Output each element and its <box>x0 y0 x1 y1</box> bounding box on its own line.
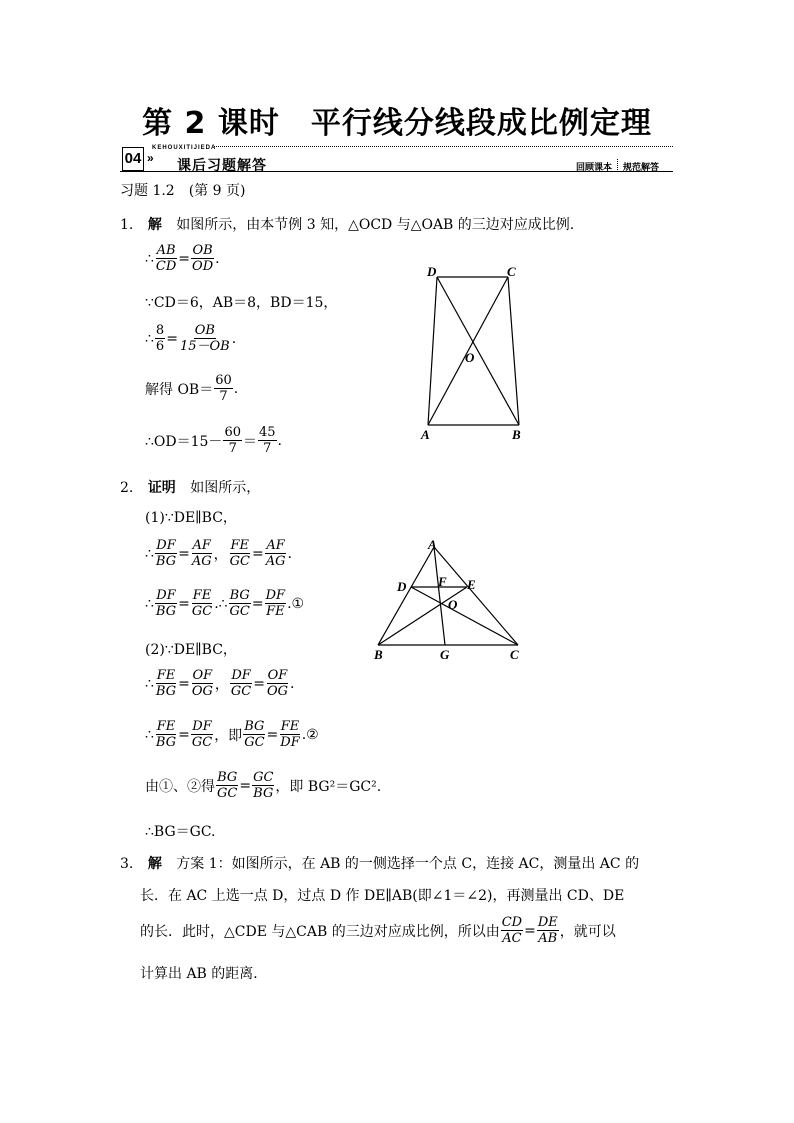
p1-eq2: ∴ $\frac{8}{6}$ = $\frac{OB}{15-OB}$ . <box>145 323 237 354</box>
p2-step1: (1)∵DE∥BC， <box>145 510 237 526</box>
label-A: A <box>428 537 437 552</box>
header-divider <box>617 159 618 170</box>
p2-eq4: ∴ $\frac{FE}{BG}$ = $\frac{DF}{GC}$ ，即 $\frac{BG}{GC}$ = $\frac{FE}{DF}$ .② <box>145 719 319 750</box>
p3-keyword: 解 <box>147 856 162 872</box>
p1-number: 1. <box>120 217 134 233</box>
p2-step2: (2)∵DE∥BC， <box>145 642 237 658</box>
p1-intro: 如图所示，由本节例 3 知，△OCD 与△OAB 的三边对应成比例. <box>176 217 575 233</box>
chevron-icon: » <box>147 151 154 165</box>
exercise-label: 习题 1.2 (第 9 页) <box>120 183 246 199</box>
seg-BE <box>378 587 467 645</box>
p3-number: 3. <box>120 856 134 872</box>
p1-solve: 解得 OB＝ $\frac{60}{7}$ . <box>145 373 239 404</box>
label-D: D <box>397 579 407 594</box>
header-right-right: 规范解答 <box>623 163 660 173</box>
p2-eq1: ∴ $\frac{DF}{BG}$ = $\frac{AF}{AG}$ ， $\frac{FE}{GC}$ = $\frac{AF}{AG}$ . <box>145 538 292 569</box>
label-B: B <box>512 427 521 442</box>
label-G: G <box>440 647 450 662</box>
seg-DB <box>437 277 519 425</box>
p1-eq1: ∴ $\frac{AB}{CD}$ = $\frac{OB}{OD}$ . <box>145 243 220 274</box>
header-rule <box>120 171 673 172</box>
seg-DA <box>428 277 437 425</box>
p2-number: 2. <box>120 480 134 496</box>
label-F: F <box>438 574 447 589</box>
header-dotted-rule <box>214 146 673 147</box>
p3-text1: 方案 1：如图所示，在 AB 的一侧选择一个点 C，连接 AC，测量出 AC 的 <box>176 856 640 872</box>
p2-eq2: ∴ $\frac{DF}{BG}$ = $\frac{FE}{GC}$ .∴ $\frac{BG}{GC}$ = $\frac{DF}{FE}$ .① <box>145 588 305 619</box>
p2-combine: 由①、②得 $\frac{BG}{GC}$ = $\frac{GC}{BG}$ ，即 BG²＝GC². <box>145 770 382 801</box>
p2-intro: 如图所示， <box>190 480 261 496</box>
label-A: A <box>421 427 430 442</box>
p3-line1 <box>120 853 639 873</box>
trapezoid-figure <box>415 260 535 445</box>
page-title: 第 2 课时 平行线分线段成比例定理 <box>142 106 652 141</box>
label-B: B <box>374 647 383 662</box>
header-right-left: 回顾课本 <box>576 163 613 173</box>
p2-line <box>120 477 260 497</box>
seg-AC <box>434 547 518 645</box>
p2-keyword: 证明 <box>147 480 176 496</box>
section-pinyin: KEHOUXITIJIEDA <box>152 145 217 151</box>
label-C: C <box>510 647 519 662</box>
label-O: O <box>465 350 475 365</box>
label-C: C <box>507 264 516 279</box>
p2-conclusion: ∴BG＝GC. <box>145 824 216 840</box>
section-title: 课后习题解答 <box>177 158 267 174</box>
label-O: O <box>448 597 458 612</box>
triangle-figure <box>368 535 528 665</box>
p1-line <box>120 214 574 234</box>
label-E: E <box>467 577 476 592</box>
p3-text2: 长．在 AC 上选一点 D，过点 D 作 DE∥AB(即∠1＝∠2)，再测量出 CD、DE <box>140 888 625 904</box>
section-number-badge: 04 <box>122 147 144 171</box>
p1-given: ∵CD＝6，AB＝8，BD＝15， <box>145 295 338 311</box>
p2-eq3: ∴ $\frac{FE}{BG}$ = $\frac{OF}{OG}$ ， $\frac{DF}{GC}$ = $\frac{OF}{OG}$ . <box>145 668 295 699</box>
p1-result: ∴OD＝15－ $\frac{60}{7}$ ＝ $\frac{45}{7}$ . <box>145 425 282 456</box>
seg-CB <box>508 277 519 425</box>
seg-AG <box>434 547 445 645</box>
p3-text4: 计算出 AB 的距离． <box>140 966 268 982</box>
seg-AB <box>378 547 434 645</box>
label-D: D <box>427 264 437 279</box>
seg-CD <box>411 587 518 645</box>
p1-keyword: 解 <box>147 217 162 233</box>
p3-text3: 的长．此时，△CDE 与△CAB 的三边对应成比例，所以由 $\frac{CD}{AC}$ = $\frac{DE}{AB}$ ，就可以 <box>140 915 616 946</box>
